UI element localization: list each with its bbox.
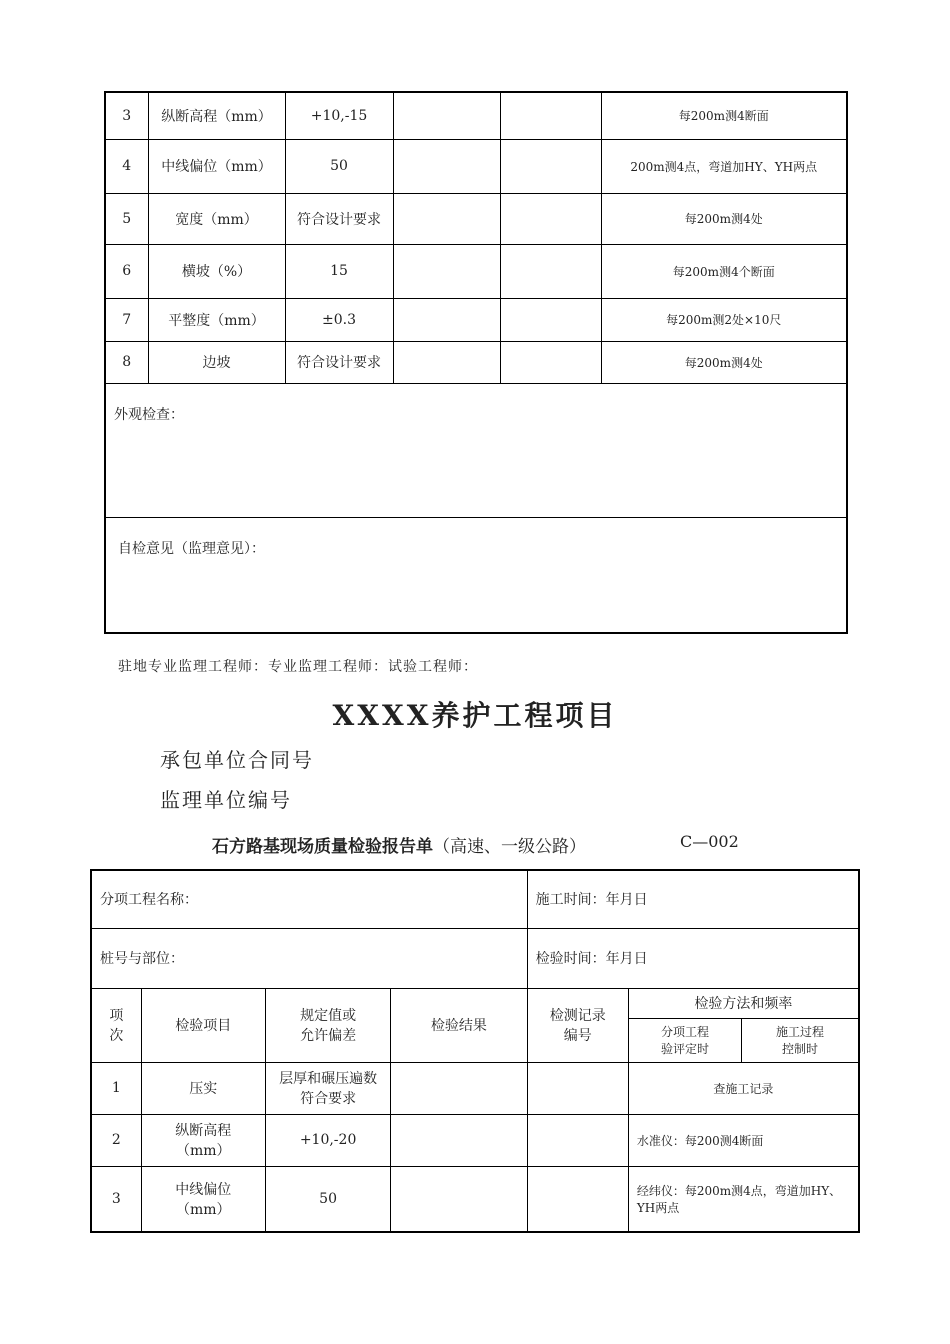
row-number: 7 [105,298,148,341]
table-row [105,298,847,341]
table-row [105,244,847,298]
row-number: 3 [91,1166,141,1232]
spec-value: +10,-15 [285,92,393,139]
result-cell [393,193,500,244]
rock-subgrade-inspection-table [90,869,860,1233]
form-code: C—002 [680,832,739,851]
header-row [91,988,859,1018]
form-title-suffix: （高速、一级公路） [433,837,586,857]
method-cell: 每200m测2处×10尺 [601,298,847,341]
header-item: 检验项目 [141,988,265,1062]
inspection-item: 纵断高程（mm） [141,1114,265,1166]
method-cell: 经纬仪：每200m测4点，弯道加HY、YH两点 [628,1166,859,1232]
table-row [91,928,859,988]
record-cell [500,341,601,383]
record-cell [500,244,601,298]
inspection-item: 横坡（%） [148,244,285,298]
method-cell: 查施工记录 [628,1062,859,1114]
table-row [91,1166,859,1232]
inspection-item: 边坡 [148,341,285,383]
spec-value: +10,-20 [265,1114,390,1166]
spec-value: 符合设计要求 [285,341,393,383]
inspection-item: 中线偏位（mm） [141,1166,265,1232]
header-method-sub2: 施工过程 控制时 [742,1018,859,1062]
record-cell [527,1166,628,1232]
method-cell: 200m测4点，弯道加HY、YH两点 [601,139,847,193]
header-method: 检验方法和频率 [628,988,859,1018]
station-location-label: 桩号与部位： [91,928,527,988]
row-number: 6 [105,244,148,298]
method-cell: 每200m测4个断面 [601,244,847,298]
result-cell [391,1166,527,1232]
subproject-name-label: 分项工程名称： [91,870,527,928]
row-number: 3 [105,92,148,139]
record-cell [500,92,601,139]
supervisor-number-label: 监理单位编号 [160,788,292,812]
inspection-time-label: 检验时间：年月日 [527,928,859,988]
result-cell [393,139,500,193]
record-cell [500,139,601,193]
signers-line: 驻地专业监理工程师：专业监理工程师：试验工程师： [118,659,478,675]
header-method-sub1: 分项工程 验评定时 [628,1018,741,1062]
project-title: XXXX养护工程项目 [332,699,618,732]
spec-value: ±0.3 [285,298,393,341]
table-row [105,139,847,193]
row-number: 1 [91,1062,141,1114]
method-cell: 每200m测4断面 [601,92,847,139]
header-no: 项 次 [91,988,141,1062]
result-cell [393,244,500,298]
inspection-item: 纵断高程（mm） [148,92,285,139]
table-row [91,1114,859,1166]
row-number: 5 [105,193,148,244]
result-cell [393,92,500,139]
spec-value: 50 [285,139,393,193]
row-number: 4 [105,139,148,193]
row-number: 2 [91,1114,141,1166]
spec-value: 50 [265,1166,390,1232]
form-title [212,832,586,857]
spec-value: 15 [285,244,393,298]
inspection-table-continued [104,91,848,634]
self-check-opinion-label: 自检意见（监理意见）： [105,517,847,633]
form-title-main: 石方路基现场质量检验报告单 [212,837,433,857]
inspection-item: 中线偏位（mm） [148,139,285,193]
construction-time-label: 施工时间：年月日 [527,870,859,928]
table-row [105,193,847,244]
record-cell [500,193,601,244]
opinion-row [105,517,847,633]
result-cell [391,1062,527,1114]
result-cell [391,1114,527,1166]
result-cell [393,341,500,383]
header-spec: 规定值或 允许偏差 [265,988,390,1062]
inspection-item: 压实 [141,1062,265,1114]
inspection-item: 平整度（mm） [148,298,285,341]
appearance-row [105,383,847,517]
method-cell: 水准仪：每200测4断面 [628,1114,859,1166]
method-cell: 每200m测4处 [601,193,847,244]
appearance-check-label: 外观检查： [105,383,847,517]
inspection-item: 宽度（mm） [148,193,285,244]
table-row [91,870,859,928]
result-cell [393,298,500,341]
spec-value: 层厚和碾压遍数符合要求 [265,1062,390,1114]
table-row [91,1062,859,1114]
record-cell [527,1114,628,1166]
method-cell: 每200m测4处 [601,341,847,383]
contract-number-label: 承包单位合同号 [160,748,314,772]
header-record: 检测记录 编号 [527,988,628,1062]
spec-value: 符合设计要求 [285,193,393,244]
record-cell [527,1062,628,1114]
record-cell [500,298,601,341]
row-number: 8 [105,341,148,383]
table-row [105,92,847,139]
table-row [105,341,847,383]
header-result: 检验结果 [391,988,527,1062]
